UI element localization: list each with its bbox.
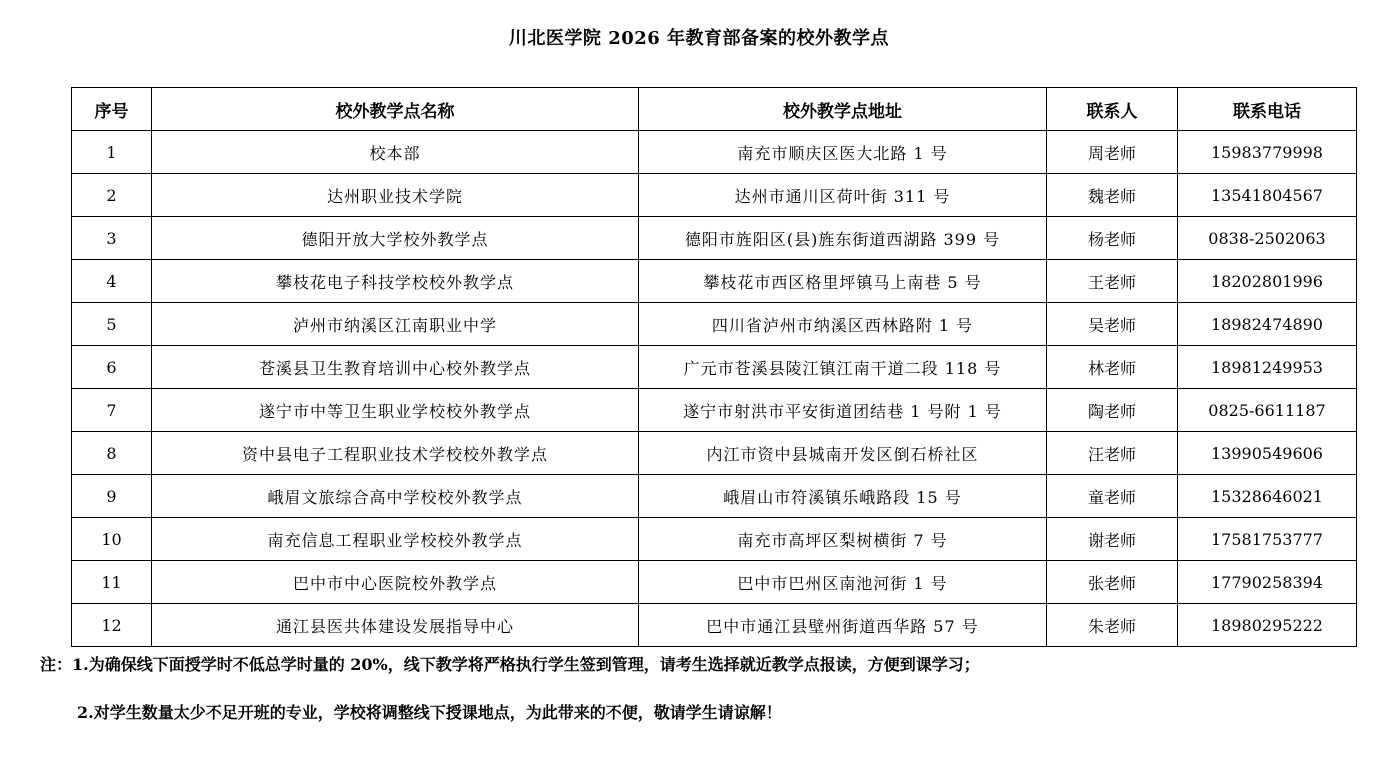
cell-contact-person: 杨老师 [1047,217,1178,260]
cell-site-address: 南充市高坪区梨树横街 7 号 [639,518,1047,561]
header-contact: 联系人 [1047,88,1178,131]
cell-phone: 17581753777 [1178,518,1357,561]
note-1: 注：1.为确保线下面授学时不低总学时量的 20%，线下教学将严格执行学生签到管理，请考生选择就近教学点报读，方便到课学习； [40,655,980,674]
cell-contact-person: 汪老师 [1047,432,1178,475]
cell-site-address: 四川省泸州市纳溪区西林路附 1 号 [639,303,1047,346]
cell-contact-person: 张老师 [1047,561,1178,604]
cell-index: 7 [72,389,152,432]
cell-site-address: 攀枝花市西区格里坪镇马上南巷 5 号 [639,260,1047,303]
cell-site-address: 巴中市巴州区南池河街 1 号 [639,561,1047,604]
cell-site-name: 南充信息工程职业学校校外教学点 [152,518,639,561]
cell-index: 3 [72,217,152,260]
cell-contact-person: 童老师 [1047,475,1178,518]
cell-contact-person: 朱老师 [1047,604,1178,647]
cell-contact-person: 周老师 [1047,131,1178,174]
cell-index: 1 [72,131,152,174]
table-row [72,174,1357,217]
cell-index: 11 [72,561,152,604]
cell-site-name: 泸州市纳溪区江南职业中学 [152,303,639,346]
cell-site-name: 苍溪县卫生教育培训中心校外教学点 [152,346,639,389]
table-row [72,131,1357,174]
cell-contact-person: 陶老师 [1047,389,1178,432]
cell-phone: 18981249953 [1178,346,1357,389]
cell-contact-person: 魏老师 [1047,174,1178,217]
cell-site-name: 校本部 [152,131,639,174]
document-title: 川北医学院 2026 年教育部备案的校外教学点 [508,28,890,49]
header-name: 校外教学点名称 [152,88,639,131]
cell-site-name: 巴中市中心医院校外教学点 [152,561,639,604]
cell-phone: 18202801996 [1178,260,1357,303]
header-index: 序号 [72,88,152,131]
table-row [72,303,1357,346]
table-row [72,346,1357,389]
header-address: 校外教学点地址 [639,88,1047,131]
cell-site-name: 遂宁市中等卫生职业学校校外教学点 [152,389,639,432]
table-row [72,217,1357,260]
cell-contact-person: 吴老师 [1047,303,1178,346]
cell-phone: 18980295222 [1178,604,1357,647]
cell-phone: 15328646021 [1178,475,1357,518]
cell-index: 5 [72,303,152,346]
cell-site-address: 内江市资中县城南开发区倒石桥社区 [639,432,1047,475]
table-row [72,518,1357,561]
cell-index: 4 [72,260,152,303]
cell-contact-person: 谢老师 [1047,518,1178,561]
cell-site-address: 德阳市旌阳区(县)旌东街道西湖路 399 号 [639,217,1047,260]
cell-site-address: 广元市苍溪县陵江镇江南干道二段 118 号 [639,346,1047,389]
cell-index: 2 [72,174,152,217]
table-header-row [72,88,1357,131]
table-row [72,260,1357,303]
table-row [72,432,1357,475]
cell-site-name: 德阳开放大学校外教学点 [152,217,639,260]
cell-index: 9 [72,475,152,518]
table-row [72,389,1357,432]
cell-phone: 13990549606 [1178,432,1357,475]
cell-phone: 18982474890 [1178,303,1357,346]
cell-site-address: 南充市顺庆区医大北路 1 号 [639,131,1047,174]
table-row [72,604,1357,647]
cell-site-name: 通江县医共体建设发展指导中心 [152,604,639,647]
cell-site-address: 遂宁市射洪市平安街道团结巷 1 号附 1 号 [639,389,1047,432]
cell-index: 8 [72,432,152,475]
table-row [72,561,1357,604]
teaching-sites-table [71,87,1357,647]
cell-phone: 13541804567 [1178,174,1357,217]
header-phone: 联系电话 [1178,88,1357,131]
cell-contact-person: 林老师 [1047,346,1178,389]
cell-site-address: 达州市通川区荷叶街 311 号 [639,174,1047,217]
cell-phone: 17790258394 [1178,561,1357,604]
cell-site-address: 峨眉山市符溪镇乐峨路段 15 号 [639,475,1047,518]
cell-index: 10 [72,518,152,561]
cell-index: 6 [72,346,152,389]
note-2: 2.对学生数量太少不足开班的专业，学校将调整线下授课地点，为此带来的不便，敬请学生请谅解！ [77,703,782,722]
cell-site-name: 达州职业技术学院 [152,174,639,217]
cell-phone: 0838-2502063 [1178,217,1357,260]
cell-site-address: 巴中市通江县壁州街道西华路 57 号 [639,604,1047,647]
cell-site-name: 攀枝花电子科技学校校外教学点 [152,260,639,303]
cell-phone: 15983779998 [1178,131,1357,174]
cell-site-name: 峨眉文旅综合高中学校校外教学点 [152,475,639,518]
cell-phone: 0825-6611187 [1178,389,1357,432]
cell-index: 12 [72,604,152,647]
table-row [72,475,1357,518]
cell-contact-person: 王老师 [1047,260,1178,303]
cell-site-name: 资中县电子工程职业技术学校校外教学点 [152,432,639,475]
